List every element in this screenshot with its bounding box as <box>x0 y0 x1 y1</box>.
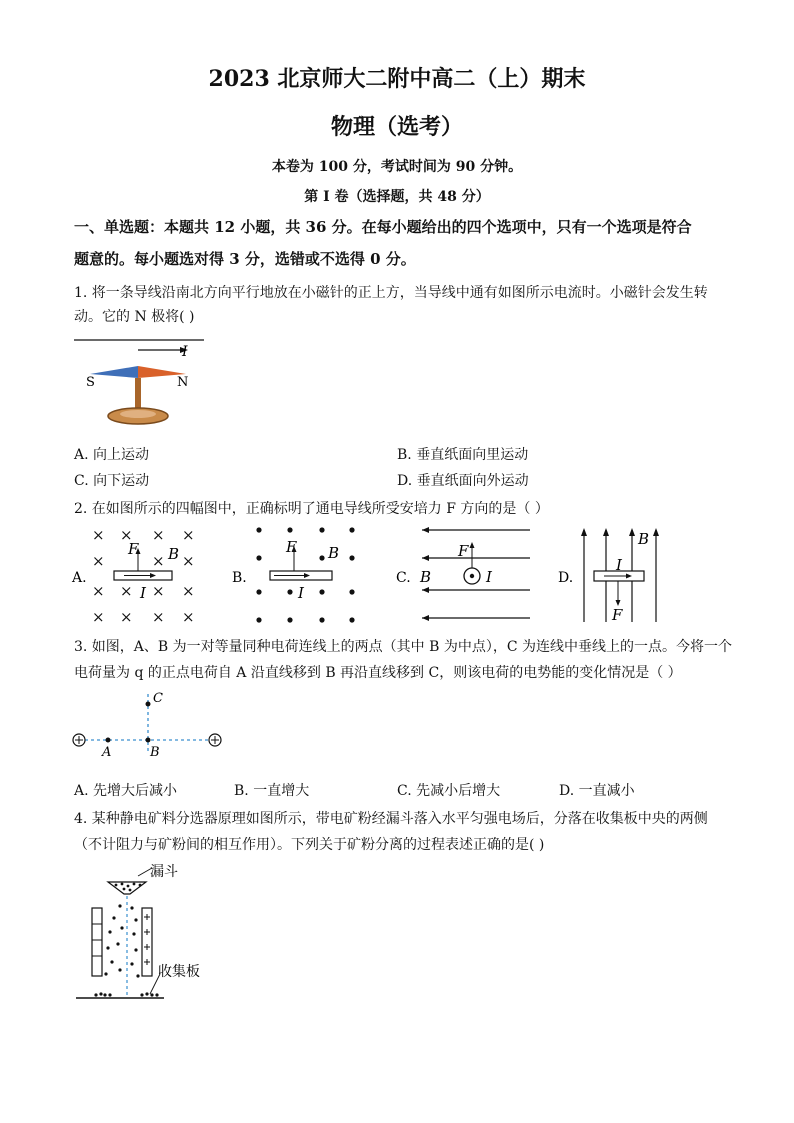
svg-text:B: B <box>420 568 432 586</box>
svg-text:×: × <box>152 526 165 544</box>
q3-option-a[interactable]: A. 先增大后减小 <box>74 783 178 799</box>
current-label: I <box>182 344 188 360</box>
q4-separator-figure <box>74 862 224 1002</box>
north-label: N <box>177 375 189 390</box>
svg-text:I: I <box>616 556 622 574</box>
svg-text:×: × <box>182 552 195 570</box>
svg-text:A.: A. <box>72 570 87 586</box>
subject-title: 物理（选考） <box>330 114 463 140</box>
south-label: S <box>86 375 95 390</box>
q2-stem: 2. 在如图所示的四幅图中，正确标明了通电导线所受安培力 F 方向的是（ ） <box>74 501 549 517</box>
svg-text:F: F <box>128 540 139 558</box>
svg-text:D.: D. <box>558 570 574 586</box>
q2-figure-b[interactable] <box>232 526 362 624</box>
svg-text:漏斗: 漏斗 <box>150 864 178 880</box>
svg-text:I: I <box>140 584 146 602</box>
exam-title: 2023 北京师大二附中高二（上）期末 <box>208 66 586 92</box>
exam-info: 本卷为 100 分，考试时间为 90 分钟。 <box>271 159 523 175</box>
q1-option-b[interactable]: B. 垂直纸面向里运动 <box>397 447 529 463</box>
q2-figure-c[interactable] <box>396 526 532 624</box>
section-instructions-line2: 题意的。每小题选对得 3 分，选错或不选得 0 分。 <box>74 250 416 268</box>
svg-text:收集板: 收集板 <box>158 964 200 980</box>
q2-figure-d[interactable] <box>558 526 678 624</box>
svg-text:B: B <box>638 530 650 548</box>
positive-charge-left <box>73 734 85 746</box>
svg-text:×: × <box>182 608 195 626</box>
svg-text:×: × <box>182 526 195 544</box>
svg-text:×: × <box>92 526 105 544</box>
svg-text:B: B <box>168 545 180 563</box>
needle-south <box>90 366 138 378</box>
q4-stem-line2: （不计阻力与矿粉间的相互作用）。下列关于矿粉分离的过程表述正确的是( ) <box>74 837 545 853</box>
positive-charge-right <box>209 734 221 746</box>
svg-text:C: C <box>153 691 163 706</box>
svg-text:B.: B. <box>232 570 247 586</box>
svg-text:C.: C. <box>396 570 411 586</box>
svg-text:B: B <box>150 745 160 760</box>
svg-text:×: × <box>182 582 195 600</box>
q3-option-d[interactable]: D. 一直减小 <box>559 783 635 799</box>
q1-option-d[interactable]: D. 垂直纸面向外运动 <box>397 473 529 489</box>
svg-text:A: A <box>102 745 112 760</box>
left-plate <box>92 908 102 976</box>
q3-charges-figure <box>72 688 232 760</box>
svg-text:I: I <box>298 584 304 602</box>
section-instructions-line1: 一、单选题：本题共 12 小题，共 36 分。在每小题给出的四个选项中，只有一个选项是符合 <box>74 218 692 236</box>
svg-text:B: B <box>328 544 340 562</box>
q1-compass-figure <box>72 336 212 436</box>
q1-option-c[interactable]: C. 向下运动 <box>74 473 150 489</box>
q4-stem-line1: 4. 某种静电矿料分选器原理如图所示，带电矿粉经漏斗落入水平匀强电场后，分落在收集板中央的两侧 <box>74 811 708 827</box>
q3-stem-line2: 电荷量为 q 的正点电荷自 A 沿直线移到 B 再沿直线移到 C，则该电荷的电势能的变化情况是（ ） <box>74 665 682 681</box>
svg-text:F: F <box>458 542 469 560</box>
q2-figure-a[interactable] <box>72 526 202 624</box>
q3-option-c[interactable]: C. 先减小后增大 <box>397 783 501 799</box>
q3-stem-line1: 3. 如图，A、B 为一对等量同种电荷连线上的两点（其中 B 为中点），C 为连线中垂线上的一点。今将一个 <box>74 639 733 655</box>
svg-text:×: × <box>92 582 105 600</box>
q3-option-b[interactable]: B. 一直增大 <box>234 783 310 799</box>
svg-text:×: × <box>120 526 133 544</box>
svg-text:×: × <box>152 608 165 626</box>
svg-text:F: F <box>612 606 623 624</box>
q1-stem-line1: 1. 将一条导线沿南北方向平行地放在小磁针的正上方，当导线中通有如图所示电流时。小磁针会发生转 <box>74 285 708 301</box>
part-heading: 第 I 卷（选择题，共 48 分） <box>304 189 490 205</box>
svg-text:×: × <box>92 608 105 626</box>
svg-text:×: × <box>92 552 105 570</box>
svg-text:F: F <box>286 538 297 556</box>
svg-text:×: × <box>152 552 165 570</box>
svg-text:×: × <box>120 582 133 600</box>
svg-text:×: × <box>120 608 133 626</box>
q1-stem-line2: 动。它的 N 极将( ) <box>74 309 195 325</box>
q1-option-a[interactable]: A. 向上运动 <box>74 447 150 463</box>
svg-text:I: I <box>486 568 492 586</box>
svg-text:×: × <box>152 582 165 600</box>
